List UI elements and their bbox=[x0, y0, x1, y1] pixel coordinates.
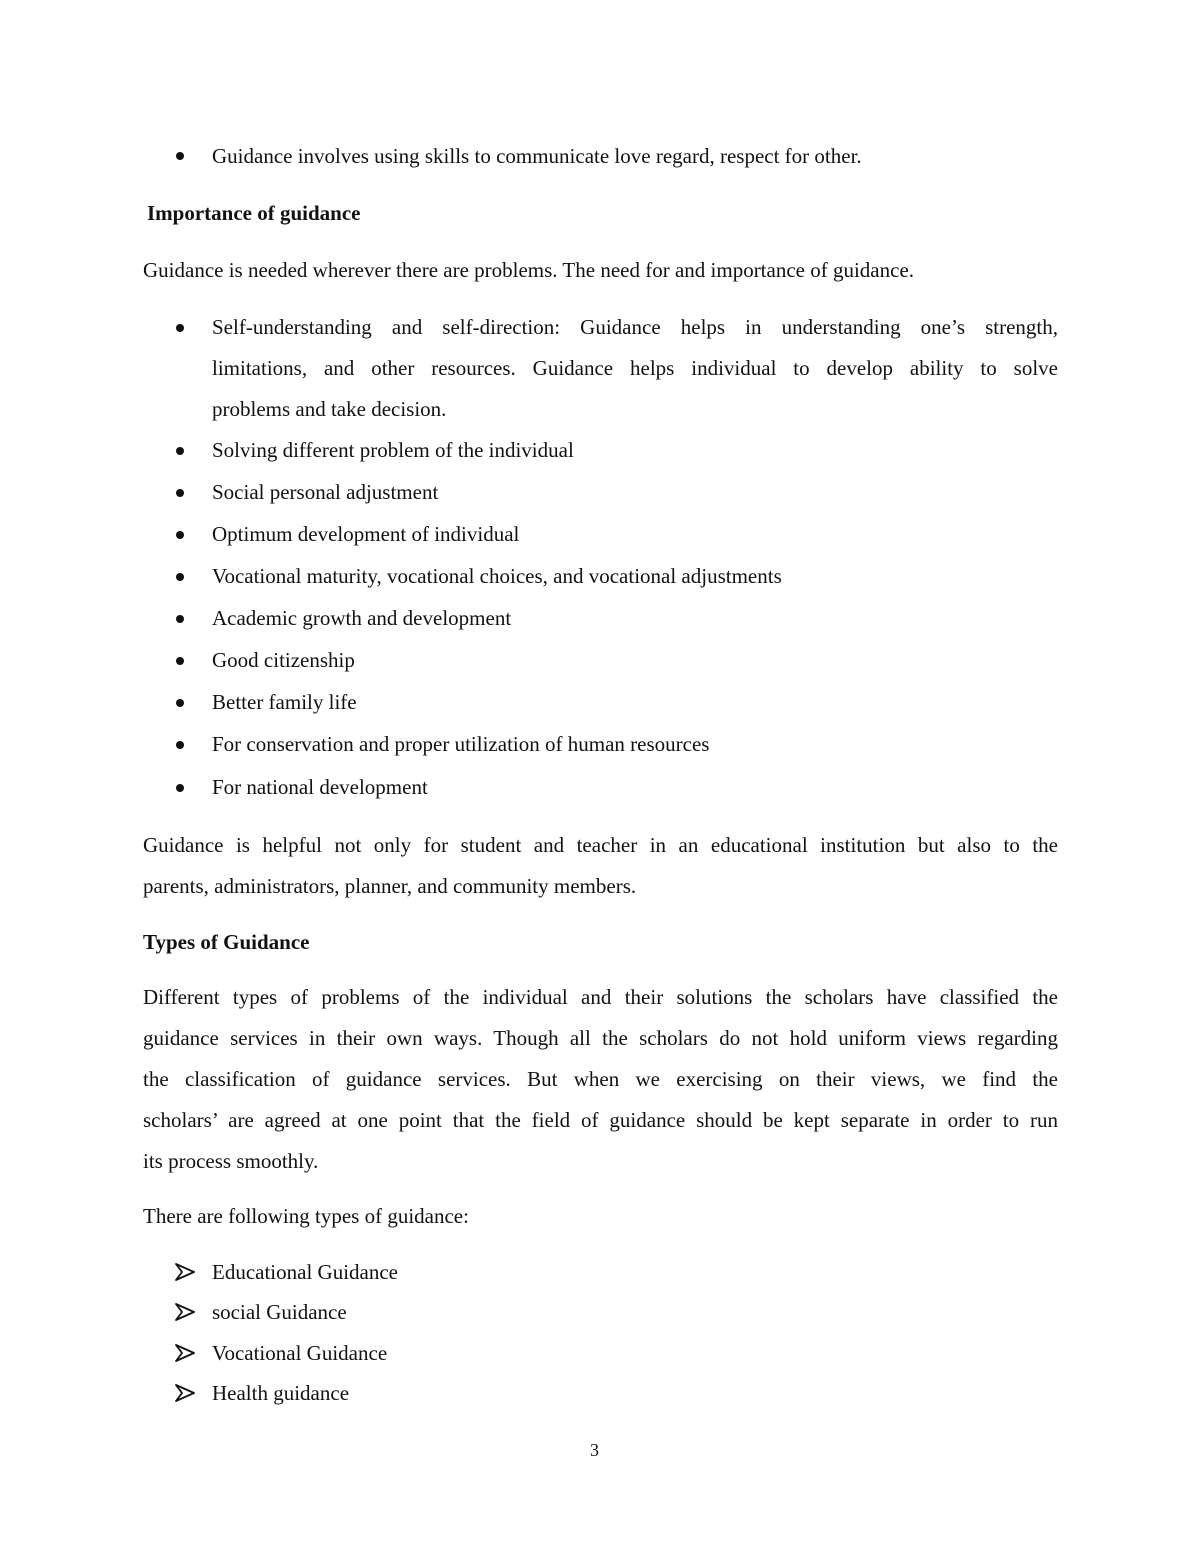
importance-item: Social personal adjustment bbox=[212, 480, 439, 504]
importance-item: For national development bbox=[212, 775, 428, 799]
importance-item: Academic growth and development bbox=[212, 606, 512, 630]
arrow-bullet-icon bbox=[175, 1344, 195, 1362]
bullet-icon bbox=[176, 784, 184, 792]
types-paragraph bbox=[143, 984, 1058, 1189]
importance-item: Better family life bbox=[212, 690, 357, 714]
types-paragraph-line: the classification of guidance services. But when we exercising on their views, we find the bbox=[143, 1067, 1058, 1091]
bullet-icon bbox=[176, 573, 184, 581]
types-heading: Types of Guidance bbox=[143, 930, 310, 954]
types-list-item: Vocational Guidance bbox=[212, 1341, 388, 1365]
arrow-bullet-icon bbox=[175, 1384, 195, 1402]
closing-line: parents, administrators, planner, and community members. bbox=[143, 874, 637, 898]
importance-item: Solving different problem of the individual bbox=[212, 438, 574, 462]
types-paragraph-line: guidance services in their own ways. Though all the scholars do not hold uniform views regarding bbox=[143, 1026, 1058, 1050]
bullet-icon bbox=[176, 699, 184, 707]
first-item-line: Self-understanding and self-direction: Guidance helps in understanding one’s strength, bbox=[212, 315, 1058, 339]
types-paragraph-line: its process smoothly. bbox=[143, 1149, 319, 1173]
bullet-icon bbox=[176, 657, 184, 665]
importance-closing-paragraph bbox=[143, 832, 1058, 914]
types-list-item: Health guidance bbox=[212, 1381, 350, 1405]
importance-item: Vocational maturity, vocational choices, and vocational adjustments bbox=[212, 564, 782, 588]
importance-item: For conservation and proper utilization of human resources bbox=[212, 732, 710, 756]
importance-first-item bbox=[212, 314, 1058, 437]
closing-line: Guidance is helpful not only for student and teacher in an educational institution but also to the bbox=[143, 833, 1058, 857]
bullet-icon bbox=[176, 615, 184, 623]
bullet-icon bbox=[176, 324, 184, 332]
bullet-icon bbox=[176, 447, 184, 455]
importance-item: Good citizenship bbox=[212, 648, 355, 672]
bullet-icon bbox=[176, 489, 184, 497]
bullet-icon bbox=[176, 531, 184, 539]
importance-item: Optimum development of individual bbox=[212, 522, 520, 546]
arrow-bullet-icon bbox=[175, 1303, 195, 1321]
types-paragraph-line: Different types of problems of the individual and their solutions the scholars have classified the bbox=[143, 985, 1058, 1009]
importance-intro: Guidance is needed wherever there are problems. The need for and importance of guidance. bbox=[143, 258, 915, 282]
bullet-icon bbox=[176, 741, 184, 749]
bullet-icon bbox=[176, 152, 184, 160]
top-bullet-text: Guidance involves using skills to communicate love regard, respect for other. bbox=[212, 144, 862, 168]
arrow-bullet-icon bbox=[175, 1263, 195, 1281]
types-list-intro: There are following types of guidance: bbox=[143, 1204, 469, 1228]
importance-heading: Importance of guidance bbox=[147, 201, 361, 225]
types-list-item: social Guidance bbox=[212, 1300, 347, 1324]
first-item-line: limitations, and other resources. Guidance helps individual to develop ability to solve bbox=[212, 356, 1058, 380]
page-number: 3 bbox=[590, 1440, 599, 1460]
types-list-item: Educational Guidance bbox=[212, 1260, 399, 1284]
types-paragraph-line: scholars’ are agreed at one point that the field of guidance should be kept separate in order to run bbox=[143, 1108, 1058, 1132]
first-item-line: problems and take decision. bbox=[212, 397, 447, 421]
